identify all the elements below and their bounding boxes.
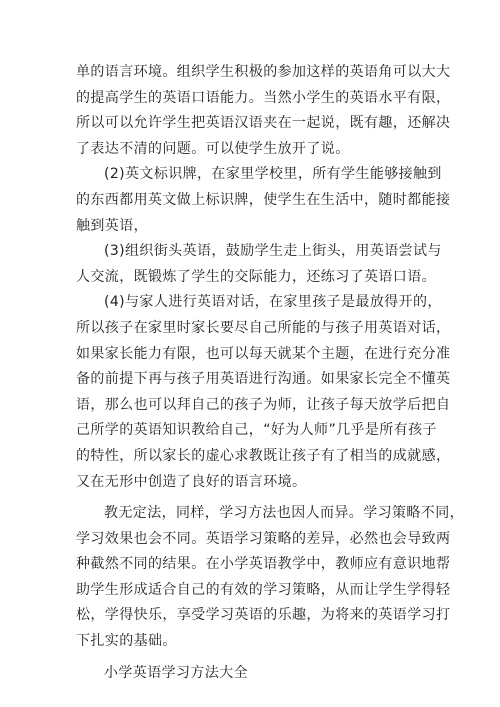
text-line: 了表达不清的问题。可以使学生放开了说。 (76, 140, 350, 157)
text-line: 所以孩子在家里时家长要尽自己所能的与孩子用英语对话， (76, 319, 451, 336)
text-line: 的提高学生的英语口语能力。当然小学生的英语水平有限， (76, 89, 451, 106)
text-line: 种截然不同的结果。在小学英语教学中，教师应有意识地帮 (76, 556, 451, 573)
text-line: 如果家长能力有限，也可以每天就某个主题，在进行充分准 (76, 345, 451, 362)
text-line: 触到英语， (76, 217, 148, 234)
paragraph (76, 501, 464, 655)
text-line: 的东西都用英文做上标识牌，使学生在生活中，随时都能接 (76, 191, 451, 208)
paragraph (76, 162, 451, 239)
document-page (76, 60, 464, 686)
text-line: 的特性，所以家长的虚心求教既让孩子有了相当的成就感， (76, 447, 451, 464)
text-line: 人交流，既锻炼了学生的交际能力，还练习了英语口语。 (76, 268, 436, 285)
text-line: 又在无形中创造了良好的语言环境。 (76, 473, 307, 490)
text-line: 教无定法，同样，学习方法也因人而异。学习策略不同， (104, 505, 464, 522)
text-line: (3)组织街头英语，鼓励学生走上街头，用英语尝试与 (104, 243, 442, 260)
section-heading: 小学英语学习方法大全 (104, 664, 248, 681)
text-line: 松，学得快乐，享受学习英语的乐趣，为将来的英语学习打 (76, 607, 451, 624)
text-line: 语，那么也可以拜自己的孩子为师，让孩子每天放学后把自 (76, 396, 451, 413)
paragraph (76, 661, 426, 687)
text-line: 学习效果也会不同。英语学习策略的差异，必然也会导致两 (76, 530, 451, 547)
paragraph (76, 239, 442, 290)
text-line: 己所学的英语知识教给自己，“好为人师”几乎是所有孩子 (76, 422, 437, 439)
text-line: (2)英文标识牌，在家里学校里，所有学生能够接触到 (104, 166, 442, 183)
text-line: 助学生形成适合自己的有效的学习策略，从而让学生学得轻 (76, 581, 451, 598)
text-line: 单的语言环境。组织学生积极的参加这样的英语角可以大大 (76, 64, 451, 80)
text-line: 备的前提下再与孩子用英语进行沟通。如果家长完全不懂英 (76, 371, 451, 388)
paragraph (76, 60, 451, 162)
text-line: 所以可以允许学生把英语汉语夹在一起说，既有趣，还解决 (76, 115, 451, 132)
text-line: (4)与家人进行英语对话，在家里孩子是最放得开的， (104, 294, 442, 311)
paragraph (76, 290, 451, 495)
text-line: 下扎实的基础。 (76, 633, 177, 650)
